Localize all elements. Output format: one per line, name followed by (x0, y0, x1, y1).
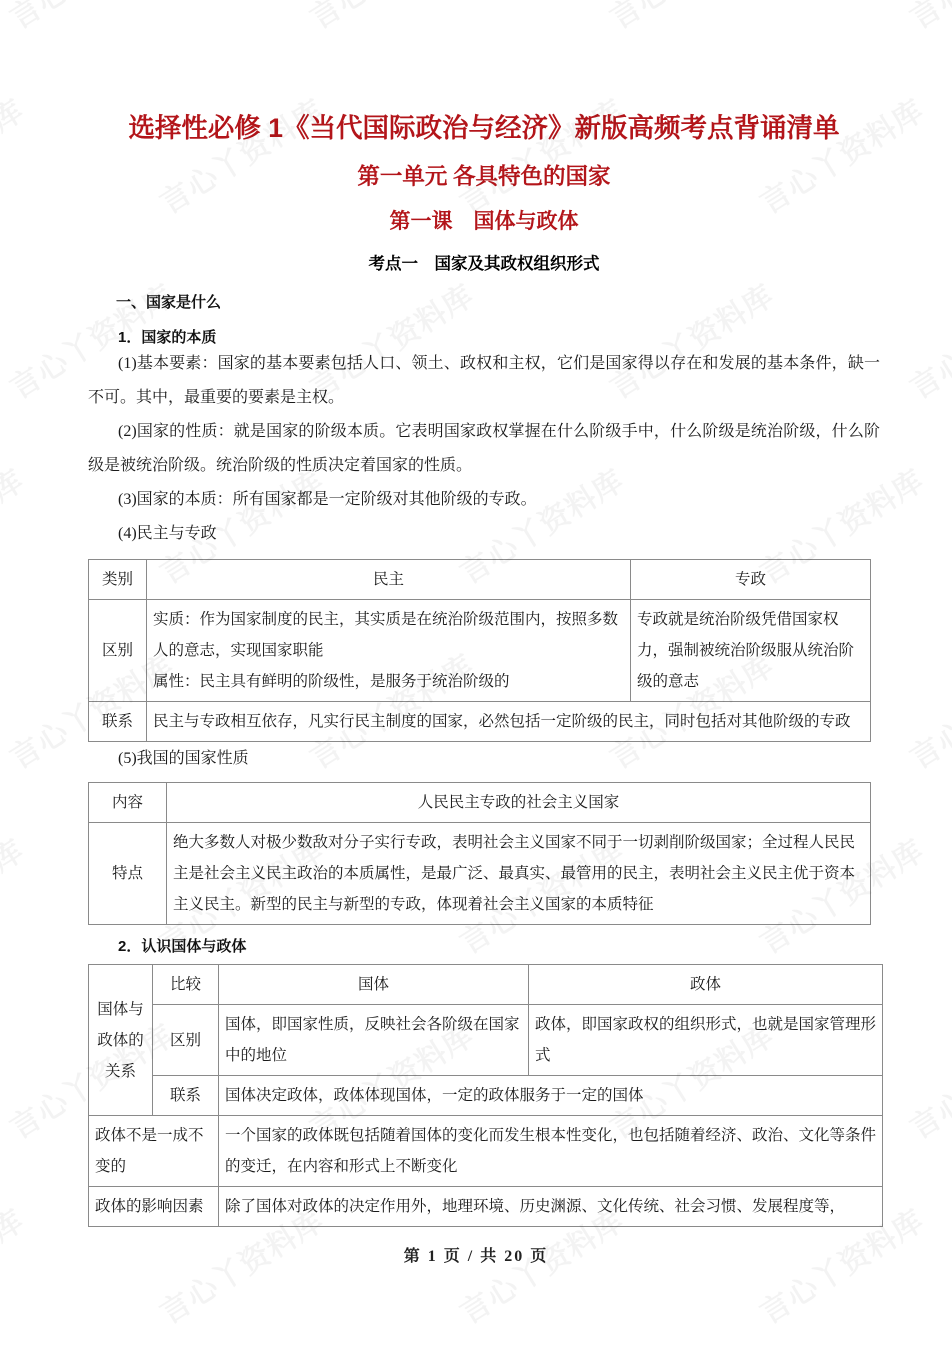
unit-heading: 第一单元 各具特色的国家 (357, 164, 611, 190)
table-cell-difference-zhengti: 政体，即国家政权的组织形式，也就是国家管理形式 (529, 1005, 883, 1076)
table-row (89, 1005, 883, 1076)
table-democracy-dictatorship (88, 559, 871, 742)
table-cell-feature-value: 绝大多数人对极少数敌对分子实行专政，表明社会主义国家不同于一切剥削阶级国家；全过程人民民主是社会主义民主政治的本质属性，是最广泛、最真实、最管用的民主，表明社会主义民主优于资本主义民主。新型的民主与新型的专政，体现着社会主义国家的本质特征 (167, 823, 871, 925)
table-cell-content-value: 人民民主专政的社会主义国家 (167, 783, 871, 823)
table-header-category: 类别 (89, 560, 147, 600)
paragraph-state-nature: (2)国家的性质：就是国家的阶级本质。它表明国家政权掌握在什么阶级手中，什么阶级是统治阶级，什么阶级是被统治阶级。统治阶级的性质决定着国家的性质。 (88, 423, 880, 475)
table-header-democracy: 民主 (147, 560, 631, 600)
table-state-form-government-form (88, 964, 883, 1227)
table-row (89, 1116, 883, 1187)
table-row (89, 600, 871, 702)
table-cell-difference-dictatorship: 专政就是统治阶级凭借国家权力，强制被统治阶级服从统治阶级的意志 (631, 600, 871, 702)
paragraph-our-state-nature: (5)我国的国家性质 (118, 750, 249, 768)
subsection-heading-1-2: 2．认识国体与政体 (118, 938, 247, 956)
table-cell-factors-label: 政体的影响因素 (89, 1187, 219, 1227)
table-cell-relation-label: 联系 (89, 702, 147, 742)
table-state-nature (88, 782, 871, 925)
table-cell-difference-label: 区别 (153, 1005, 219, 1076)
table-cell-factors-text: 除了国体对政体的决定作用外，地理环境、历史渊源、文化传统、社会习惯、发展程度等， (219, 1187, 883, 1227)
table-cell-difference-guoti: 国体，即国家性质，反映社会各阶级在国家中的地位 (219, 1005, 529, 1076)
table-row (89, 1076, 883, 1116)
table-header-content: 内容 (89, 783, 167, 823)
table-cell-feature-label: 特点 (89, 823, 167, 925)
table-cell-difference-democracy (147, 600, 631, 702)
table-row (89, 1187, 883, 1227)
table-header-zhengti: 政体 (529, 965, 883, 1005)
table-cell-connection-text: 国体决定政体，政体体现国体，一定的政体服务于一定的国体 (219, 1076, 883, 1116)
page-footer-pager: 第 1 页 / 共 20 页 (403, 1248, 549, 1265)
table-row (89, 823, 871, 925)
table-row (89, 965, 883, 1005)
table-header-compare: 比较 (153, 965, 219, 1005)
table-header-dictatorship: 专政 (631, 560, 871, 600)
table-header-guoti: 国体 (219, 965, 529, 1005)
paragraph-basic-elements: (1)基本要素：国家的基本要素包括人口、领土、政权和主权，它们是国家得以存在和发展的基本条件，缺一不可。其中，最重要的要素是主权。 (88, 355, 880, 407)
table-row (89, 560, 871, 600)
table-cell-relation-label: 国体与政体的关系 (89, 965, 153, 1116)
paragraph-state-essence: (3)国家的本质：所有国家都是一定阶级对其他阶级的专政。 (118, 491, 537, 509)
table-cell-difference-label: 区别 (89, 600, 147, 702)
table-cell-relation-text: 民主与专政相互依存，凡实行民主制度的国家，必然包括一定阶级的民主，同时包括对其他阶级的专政 (147, 702, 871, 742)
table-cell-changing-label: 政体不是一成不变的 (89, 1116, 219, 1187)
table-row (89, 702, 871, 742)
lesson-heading: 第一课 国体与政体 (389, 208, 579, 233)
document-content (88, 0, 880, 1227)
page-title: 选择性必修 1《当代国际政治与经济》新版高频考点背诵清单 (128, 113, 840, 143)
kaodian-heading: 考点一 国家及其政权组织形式 (368, 254, 600, 273)
table-cell-changing-text: 一个国家的政体既包括随着国体的变化而发生根本性变化，也包括随着经济、政治、文化等条件的变迁，在内容和形式上不断变化 (219, 1116, 883, 1187)
democracy-attribute-text: 属性：民主具有鲜明的阶级性，是服务于统治阶级的 (153, 673, 510, 691)
table-row (89, 783, 871, 823)
paragraph-democracy-dictatorship: (4)民主与专政 (118, 525, 217, 543)
table-cell-connection-label: 联系 (153, 1076, 219, 1116)
section-heading-one: 一、国家是什么 (116, 294, 222, 312)
subsection-heading-1-1: 1．国家的本质 (118, 329, 217, 347)
democracy-essence-text: 实质：作为国家制度的民主，其实质是在统治阶级范围内，按照多数人的意志，实现国家职能 (153, 611, 619, 660)
